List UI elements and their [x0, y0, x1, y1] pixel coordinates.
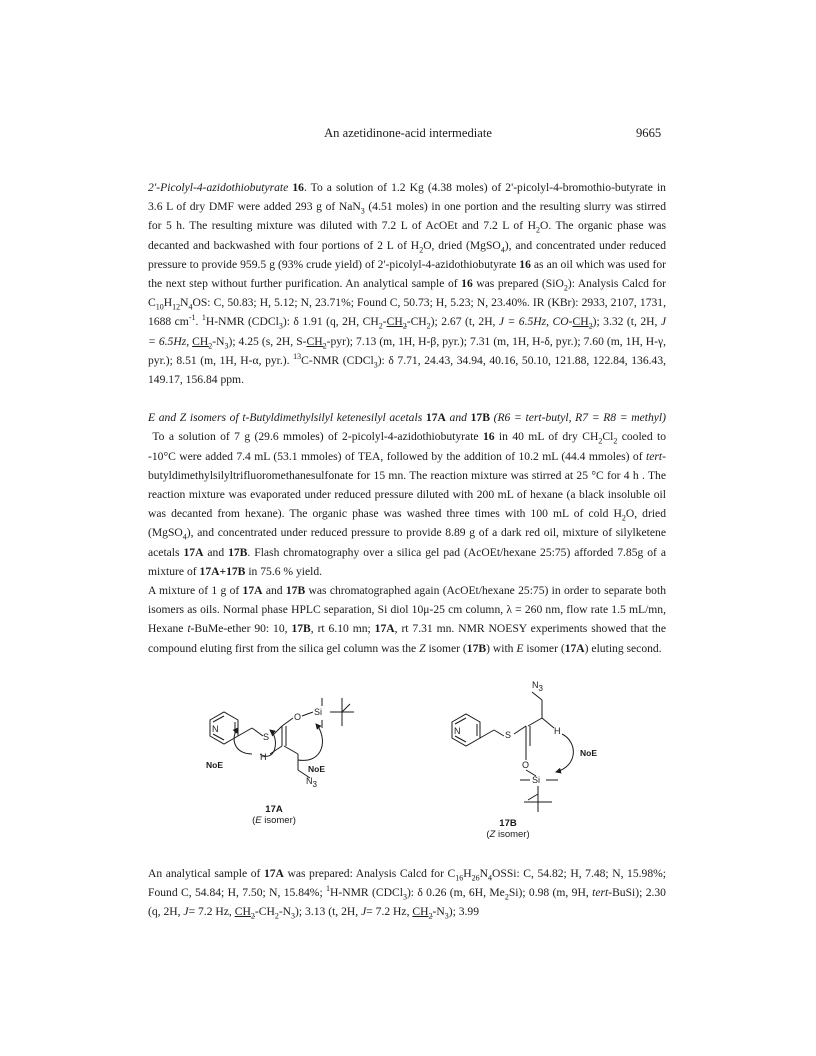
- text-run: O. The organic phase was decanted and backwashed with four portions of 2 L of H: [148, 219, 666, 252]
- structure-drawing: [148, 668, 666, 858]
- text-run: and: [203, 545, 229, 559]
- subscript: 2: [504, 892, 509, 902]
- paragraph-gap: [148, 389, 666, 408]
- subscript: 3: [444, 911, 449, 921]
- text-run: H-NMR (CDCl: [205, 315, 279, 329]
- text-run: C-NMR (CDCl: [301, 353, 374, 367]
- compound-ref: 17A: [183, 545, 204, 559]
- subscript: 2: [402, 321, 407, 331]
- paragraph-compound-16: 2'-Picolyl-4-azidothiobutyrate 16. To a solution of 1.2 Kg (4.38 moles) of 2'-picolyl-4-bromothio-butyrate in 3.6 L of dry DMF were added 293 g of NaN$_3$ (4.51 moles) in one portion and the resulting slurry was stirred for 5 h. The resulting mixture was diluted with 7.2 L of AcOEt and 7.2 L of $H_2O$. The organic phase was decanted and backwashed with four portions of 2 L of $H_2O$, dried (MgSO$_4$), and concentrated under reduced pressure to provide 959.5 g (93% crude yield) of 2'-picolyl-4-azidothiobutyrate 16 as an oil which was used for the next step without further purification. An analytical sample of 16 was prepared (SiO$_2$): Analysis Calcd for $C_{10}H_{12}N_4OS$: C, 50.83; H, 5.12; N, 23.71%; Found C, 50.73; H, 5.23; N, 23.40%. IR (KBr): 2933, 2107, 1731, 1688 $cm^{-1}$. $^1$H-NMR (CDCl$_3$): δ 1.91 (q, 2H, $CH_2-CH_2-CH_2$); 2.67 (t, 2H, J = 6.5Hz, $CO-CH_2$); 3.32 (t, 2H, J = 6.5Hz, $CH_2-N_3$); 4.25 (s, 2H, $S-CH_2-pyr$); 7.13 (m, 1H, H-β, pyr.); 7.31 (m, 1H, H-δ, pyr.); 7.60 (m, 1H, H-γ, pyr.); 8.51 (m, 1H, H-α, pyr.). $^{13}$C-NMR (CDCl$_3$): δ 7.71, 24.43, 34.94, 40.16, 50.10, 121.88, 122.84, 136.43, 149.17, 156.84 ppm.: [148, 181, 667, 387]
- text-run: -N: [278, 905, 292, 919]
- subscript: 16: [455, 873, 464, 883]
- compound-ref: 17A: [263, 866, 284, 880]
- text-run: was chromatographed again (AcOEt/hexane 25:75) in order to separate both isomers as oils. Normal phase HPLC separation, Si diol 10μ-25 cm column, λ = 260 nm, flow rate 1.5 mL/mn, Hexane: [148, 584, 666, 636]
- subscript: 2: [535, 225, 540, 235]
- text-run: J = 6.5Hz,: [148, 315, 667, 348]
- subscript: 2: [419, 244, 424, 254]
- text-run: -pyr); 7.13 (m, 1H, H-β, pyr.); 7.31 (m, 1H, H-δ, pyr.); 7.60 (m, 1H, H-γ, pyr.); 8.51 (m, 1H, H-α, pyr.).: [148, 334, 666, 367]
- subscript: 4: [182, 532, 187, 542]
- compound-number: 17B: [499, 817, 517, 829]
- atom-n-pyridine-a: N: [212, 723, 219, 734]
- atom-o-b: O: [522, 759, 530, 770]
- isomer-text: isomer): [261, 814, 296, 826]
- text-run: isomer (: [425, 641, 467, 655]
- text-run: J = 6.5Hz, CO-: [498, 315, 573, 329]
- atom-n3-a: $N_3$: [306, 775, 317, 789]
- subscript: 2: [621, 513, 626, 523]
- isomer-text: isomer): [495, 828, 530, 840]
- heading-params: (R6 = tert-butyl, R7 = R8 = methyl): [493, 411, 667, 425]
- text-run: cooled to -10°C were added 7.4 mL (53.1 mmoles) of TEA, followed by the addition of 10.2 mL (44.4 mmoles) of: [148, 430, 667, 463]
- text-run: tert: [646, 449, 663, 463]
- subscript: 4: [488, 873, 493, 883]
- subscript: 2: [563, 283, 568, 293]
- heading-text: E and Z isomers of t-Butyldimethylsilyl ketenesilyl acetals: [148, 411, 423, 425]
- subscript: 2: [274, 911, 279, 921]
- text-run: in 75.6 % yield.: [245, 564, 323, 578]
- compound-ref: 17B: [285, 584, 306, 598]
- noe-label-b: NoE: [580, 747, 597, 758]
- compound-ref: 17A: [374, 622, 395, 636]
- text-run: t: [187, 622, 191, 636]
- structure-figure: [148, 668, 666, 858]
- compound-ref: 17A: [242, 584, 263, 598]
- text-run: OSSi: C, 54.82; H, 7.48; N, 15.98%; Found C, 54.84; H, 7.50; N, 15.84%;: [148, 866, 666, 900]
- compound-label-17a: [244, 804, 304, 826]
- subscript: 4: [500, 244, 505, 254]
- atom-si-b: Si: [532, 774, 541, 785]
- atom-s-a: S: [263, 731, 270, 742]
- text-run: O, dried (MgSO: [423, 238, 501, 252]
- compound-ref: 17B: [466, 641, 487, 655]
- article-body: [148, 178, 666, 921]
- text-run: , rt 7.31 mn. NMR NOESY experiments showed that the compound eluting first from the silica gel column was the: [148, 622, 666, 655]
- text-run: ), and concentrated under reduced pressure to provide 8.89 g of a dark red oil, mixture of silylketene acetals: [148, 526, 666, 559]
- subscript: 2: [322, 340, 327, 350]
- isomer-letter: Z: [489, 828, 496, 840]
- text-run: J: [361, 905, 367, 919]
- heading-ketene-acetals: [148, 411, 426, 424]
- atom-h-a: H: [260, 751, 267, 762]
- text-run: ); 3.99: [448, 905, 479, 919]
- text-run: H-NMR (CDCl: [330, 886, 403, 900]
- heading-compound-16: 2'-Picolyl-4-azidothiobutyrate: [148, 181, 289, 194]
- subscript: 2: [250, 911, 255, 921]
- compound-ref: 16: [482, 430, 495, 444]
- heading-text: and: [449, 411, 467, 425]
- text-run: Si); 0.98 (m, 9H,: [508, 886, 593, 900]
- text-run: ) eluting second.: [584, 641, 662, 655]
- text-run: = 7.2 Hz,: [188, 905, 235, 919]
- text-run: was prepared (SiO: [472, 277, 564, 291]
- noe-label-a1: NoE: [206, 759, 223, 770]
- text-run: -BuMe-ether 90: 10,: [190, 622, 292, 636]
- atom-n-pyridine-b: N: [454, 725, 461, 736]
- subscript: 2: [428, 911, 433, 921]
- text-run: OS: C, 50.83; H, 5.12; N, 23.71%; Found C, 50.73; H, 5.23; N, 23.40%. IR (KBr): 2933, 2107, 1731, 1688 cm: [148, 296, 666, 329]
- text-run: A mixture of 1 g of: [148, 584, 243, 598]
- subscript: 2: [208, 340, 213, 350]
- text-run: ); 2.67 (t, 2H,: [430, 315, 499, 329]
- compound-ref: 16: [292, 181, 304, 194]
- text-run: ): δ 7.71, 24.43, 34.94, 40.16, 50.10, 121.88, 122.84, 136.43, 149.17, 156.84 ppm.: [148, 353, 667, 387]
- subscript: 2: [598, 436, 603, 446]
- page-number: 9665: [636, 126, 662, 140]
- superscript: 1: [326, 884, 331, 894]
- subscript: 10: [155, 302, 164, 312]
- subscript: 26: [471, 873, 480, 883]
- superscript: -1: [188, 313, 196, 323]
- subscript: 3: [224, 340, 229, 350]
- text-run: -CH: [406, 315, 427, 329]
- text-run: -BuSi); 2.30 (q, 2H,: [148, 886, 666, 919]
- text-run: -CH: [254, 905, 275, 919]
- subscript: 4: [188, 302, 193, 312]
- text-run: was prepared: Analysis Calcd for C: [283, 866, 456, 880]
- paragraph-hplc: [148, 581, 666, 658]
- subscript: 2: [378, 321, 383, 331]
- atom-si-a: Si: [314, 706, 323, 717]
- compound-label-17b: [478, 818, 538, 840]
- text-run: O, dried (MgSO: [148, 507, 666, 540]
- subscript: 2: [613, 436, 618, 446]
- subscript: 3: [402, 892, 407, 902]
- noe-label-a2: NoE: [308, 763, 325, 774]
- text-run: ): δ 1.91 (q, 2H, CH: [282, 315, 379, 329]
- subscript: 3: [360, 206, 365, 216]
- text-run: ): δ 0.26 (m, 6H, Me: [406, 886, 505, 900]
- text-run: ), and concentrated under reduced pressure to provide 959.5 g (93% crude yield) of 2'-picolyl-4-azidothiobutyrate: [148, 238, 666, 271]
- text-run: ); 4.25 (s, 2H, S-: [228, 334, 307, 348]
- text-run: An analytical sample of: [148, 866, 264, 880]
- text-run: ); 3.32 (t, 2H,: [592, 315, 661, 329]
- text-run: -N: [212, 334, 225, 348]
- compound-number: 17A: [265, 803, 283, 815]
- subscript: 12: [172, 302, 181, 312]
- compound-ref: 17A: [564, 641, 585, 655]
- paren: (: [252, 814, 256, 826]
- text-run: . Flash chromatography over a silica gel pad (AcOEt/hexane 25:75) afforded 7.85g of a mixture of: [148, 545, 667, 578]
- text-run: -N: [432, 905, 445, 919]
- compound-ref: 17A: [425, 411, 446, 425]
- text-run: in 40 mL of dry CH: [494, 430, 599, 444]
- superscript: 13: [293, 351, 302, 361]
- text-run: and: [262, 584, 286, 598]
- text-run: ): Analysis Calcd for C: [148, 277, 667, 310]
- paragraph-ketene-acetals: [148, 408, 666, 581]
- compound-ref: 17B: [228, 545, 248, 559]
- text-run: (4.51 moles) in one portion and the resulting slurry was stirred for 5 h. The resulting mixture was diluted with 7.2 L of AcOEt and 7.2 L of H: [148, 200, 666, 233]
- atom-o-a: O: [294, 711, 302, 722]
- compound-ref: 16: [519, 257, 531, 271]
- text-run: tert: [592, 886, 609, 900]
- text-run: J: [183, 905, 189, 919]
- text-run: To a solution of 1.2 Kg (4.38 moles) of 2'-picolyl-4-bromothio-butyrate in 3.6 L of dry DMF were added 293 g of NaN: [148, 181, 666, 214]
- text-run: E: [516, 641, 524, 655]
- text-run: Z: [419, 641, 426, 655]
- compound-ref: 16: [461, 277, 473, 291]
- text-run: = 7.2 Hz,: [366, 905, 413, 919]
- running-title: An azetidinone-acid intermediate: [324, 126, 492, 140]
- isomer-letter: E: [255, 814, 262, 826]
- atom-h-b: H: [554, 725, 561, 736]
- running-head: [0, 126, 816, 144]
- text-run: Cl: [602, 430, 614, 444]
- atom-n3-b: $N_3$: [532, 679, 543, 693]
- subscript: 2: [426, 321, 431, 331]
- subscript: 3: [291, 911, 296, 921]
- subscript: 3: [373, 360, 378, 370]
- paren: (: [486, 828, 490, 840]
- compound-ref: 17B: [291, 622, 311, 636]
- subscript: 2: [588, 321, 593, 331]
- text-run: , rt 6.10 mn;: [310, 622, 375, 636]
- text-run: as an oil which was used for the next step without further purification. An analytical sample of: [148, 257, 666, 291]
- subscript: 3: [278, 321, 283, 331]
- text-run: ) with: [486, 641, 517, 655]
- text-run: To a solution of 7 g (29.6 mmoles) of 2-picolyl-4-azidothiobutyrate: [152, 430, 483, 444]
- paragraph-analytical-17a: An analytical sample of 17A was prepared: Analysis Calcd for $C_{16}H_{26}N_4OSSi$: C, 54.82; H, 7.48; N, 15.98%; Found C, 54.84; H, 7.50; N, 15.84%; $^1$H-NMR (CDCl$_3$): δ 0.26 (m, 6H, $Me_2Si$); 0.98 (m, 9H, tert-BuSi); 2.30 (q, 2H, J= 7.2 Hz, $CH_2-CH_2-N_3$); 3.13 (t, 2H, J= 7.2 Hz, $CH_2-N_3$); 3.99: [148, 866, 666, 921]
- text-run: ); 3.13 (t, 2H,: [295, 905, 362, 919]
- atom-s-b: S: [505, 729, 512, 740]
- text-run: -butyldimethylsilyltrifluoromethanesulfonate for 15 mn. The reaction mixture was stirred at 25 °C for 4 h . The reaction mixture was evaporated under reduced pressure diluted with 200 mL of hexane (a black insoluble oil was decanted from hexane). The organic phase was washed three times with 100 mL of cold H: [148, 449, 666, 521]
- text-run: isomer (: [523, 641, 565, 655]
- superscript: 1: [201, 313, 206, 323]
- compound-ref: 17B: [470, 411, 490, 425]
- compound-ref: 17A+17B: [199, 564, 246, 578]
